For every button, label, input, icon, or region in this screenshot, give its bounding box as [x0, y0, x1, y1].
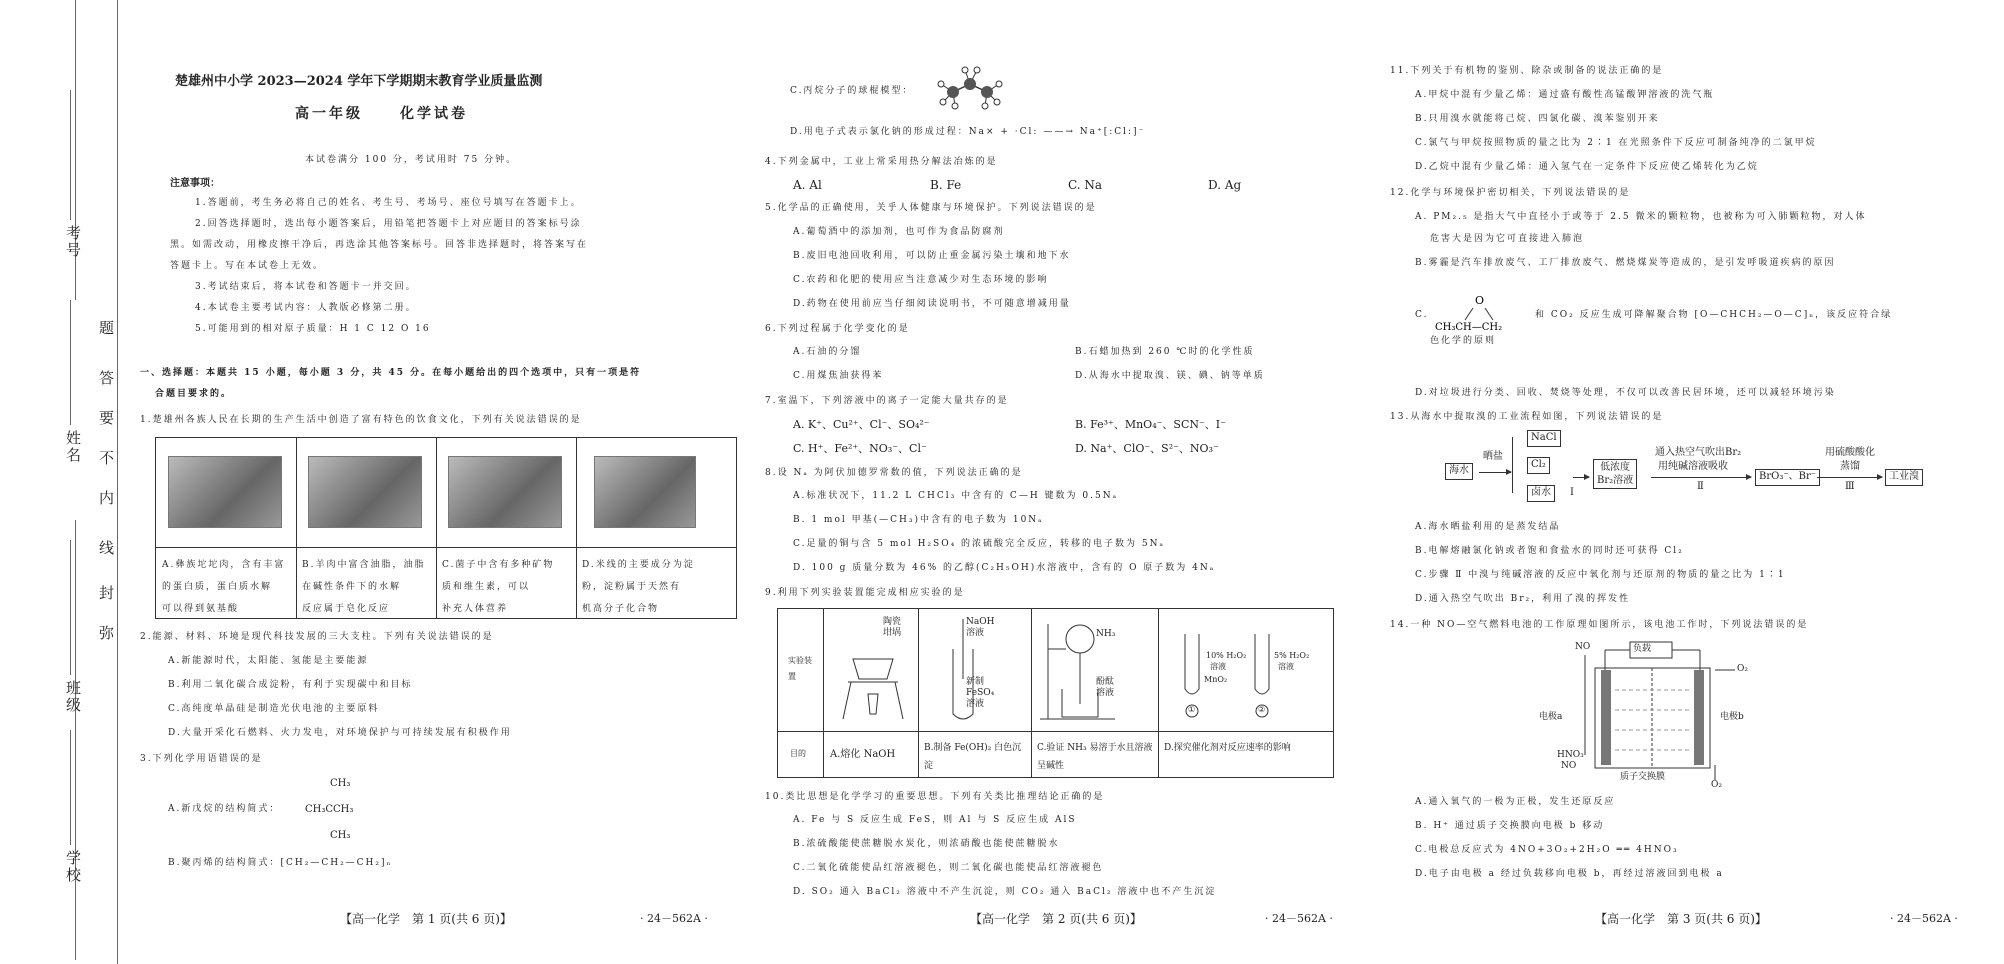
school-label: 学校 — [64, 850, 82, 884]
flow-salt-label: 晒盐 — [1483, 451, 1503, 462]
note-line: 5.可能用到的相对原子质量：H 1 C 12 O 16 — [195, 324, 431, 334]
q8-option-b: B. 1 mol 甲基(—CH₃)中含有的电子数为 10Nₐ — [793, 515, 1044, 525]
flow-brine: 卤水 — [1527, 485, 1555, 502]
cell-electrode-b-label: 电极b — [1720, 712, 1744, 722]
page-2-code: · 24－562A · — [1265, 912, 1333, 925]
q14-option-d: D.电子由电极 a 经过负载移向电极 b，再经过溶液回到电极 a — [1415, 869, 1724, 879]
q9-b-label: 溶液 — [966, 628, 985, 638]
flow-seawater: 海水 — [1445, 463, 1473, 480]
q1-option-a: A.彝族坨坨肉，含有丰富 的蛋白质，蛋白质水解 可以得到氨基酸 — [162, 560, 286, 614]
section-1-heading: 一、选择题：本题共 15 小题，每小题 3 分，共 45 分。在每小题给出的四个选项中，只有一项是符 — [140, 368, 642, 378]
q9-b-label: 溶液 — [966, 699, 985, 709]
flow-step-3a: 用硫酸酸化 — [1825, 447, 1875, 458]
title-grade: 高一年级 — [295, 106, 363, 122]
seal-char: 不 — [97, 450, 115, 467]
page-3-code: · 24－562A · — [1890, 912, 1958, 925]
q3-a-struct-bottom: CH₃ — [330, 830, 351, 841]
q1-option-b: B.羊肉中富含油脂，油脂 在碱性条件下的水解 反应属于皂化反应 — [302, 560, 426, 614]
q9-a-label: 坩埚 — [883, 628, 902, 638]
seal-char: 要 — [97, 410, 115, 427]
q12-option-c: C. — [1415, 310, 1429, 320]
q12-option-c-cont: 色化学的原则 — [1430, 336, 1497, 346]
q13-option-d: D.通入热空气吹出 Br₂，利用了溴的挥发性 — [1415, 594, 1631, 604]
flow-step-2a: 通入热空气吹出Br₂ — [1655, 447, 1742, 458]
q9-d-label: MnO₂ — [1204, 675, 1228, 684]
q9-c-label: 酚酞 — [1096, 677, 1115, 687]
flow-cl2: Cl₂ — [1527, 457, 1550, 474]
q4-option-c: C. Na — [1068, 178, 1103, 192]
q14-option-c: C.电极总反应式为 4NO+3O₂+2H₂O ══ 4HNO₃ — [1415, 845, 1679, 855]
binding-line — [117, 0, 118, 964]
question-7: 7.室温下，下列溶液中的离子一定能大量共存的是 — [765, 396, 1009, 406]
cell-no-bottom-label: NO — [1561, 761, 1577, 771]
food-photo-3 — [448, 456, 562, 528]
q2-option-b: B.利用二氧化碳合成淀粉，有利于实现碳中和目标 — [168, 680, 413, 690]
notes-title: 注意事项： — [170, 178, 220, 189]
q11-option-a: A.甲烷中混有少量乙烯：通过盛有酸性高锰酸钾溶液的洗气瓶 — [1415, 90, 1715, 100]
q7-option-d: D. Na⁺、ClO⁻、S²⁻、NO₃⁻ — [1075, 442, 1219, 455]
q10-option-d: D. SO₂ 通入 BaCl₂ 溶液中不产生沉淀，则 CO₂ 通入 BaCl₂ 溶液中也不产生沉淀 — [793, 887, 1217, 897]
note-line: 答题卡上。写在本试卷上无效。 — [170, 261, 325, 271]
title-subject: 化学试卷 — [400, 106, 468, 122]
section-1-heading-cont: 合题目要求的。 — [155, 389, 233, 399]
question-10: 10.类比思想是化学学习的重要思想。下列有关类比推理结论正确的是 — [765, 792, 1105, 802]
q9-option-c: C.验证 NH₃ 易溶于水且溶液呈碱性 — [1037, 743, 1153, 771]
q4-option-a: A. Al — [793, 178, 822, 192]
page-3-footer: 【高一化学 第 3 页(共 6 页)】 — [1595, 912, 1767, 926]
page-1-footer: 【高一化学 第 1 页(共 6 页)】 — [340, 912, 512, 926]
page-3 — [1385, 0, 1985, 964]
q9-d-label: 5% H₂O₂ — [1274, 651, 1310, 660]
food-photo-1 — [168, 456, 282, 528]
q8-option-a: A.标准状况下，11.2 L CHCl₃ 中含有的 C—H 键数为 0.5Nₐ — [793, 491, 1119, 501]
fuel-cell-diagram — [1539, 640, 1765, 790]
q4-option-b: B. Fe — [930, 178, 962, 192]
question-2: 2.能源、材料、环境是现代科技发展的三大支柱。下列有关说法错误的是 — [140, 632, 494, 642]
note-line: 1.答题前，考生务必将自己的姓名、考生号、考场号、座位号填写在答题卡上。 — [195, 198, 582, 208]
q10-option-c: C.二氧化硫能使品红溶液褪色，则二氧化碳也能使品红溶液褪色 — [793, 863, 1104, 873]
flow-arrow — [1817, 477, 1882, 478]
q3-option-a: A.新戊烷的结构简式： — [168, 804, 281, 814]
q9-table — [777, 608, 1334, 778]
q9-d-label: ① — [1188, 705, 1196, 714]
page-1-code: · 24－562A · — [640, 912, 708, 925]
flow-roman-2: Ⅱ — [1697, 481, 1704, 492]
q6-option-d: D.从海水中提取溴、镁、碘、钠等单质 — [1075, 371, 1265, 381]
q9-d-label: 10% H₂O₂ — [1206, 651, 1247, 660]
flow-arrow — [1573, 477, 1589, 478]
q9-row-header: 实验装置 — [788, 656, 812, 681]
svg-text:O: O — [1475, 294, 1485, 307]
q9-a-label: 陶瓷 — [883, 617, 902, 627]
flow-low-br2: 低浓度 Br₂溶液 — [1593, 459, 1637, 489]
q13-option-a: A.海水晒盐利用的是蒸发结晶 — [1415, 522, 1561, 532]
q2-option-a: A.新能源时代，太阳能、氢能是主要能源 — [168, 656, 369, 666]
q9-c-label: 溶液 — [1096, 688, 1115, 698]
seal-char: 题 — [97, 320, 115, 337]
cell-o2-bottom-label: O₂ — [1711, 780, 1722, 790]
q12-option-a: A. PM₂.₅ 是指大气中直径小于或等于 2.5 微米的颗粒物，也被称为可入肺颗粒物，对人体 — [1415, 212, 1867, 222]
note-line: 3.考试结束后，将本试卷和答题卡一并交回。 — [195, 282, 417, 292]
q8-option-c: C.足量的铜与含 5 mol H₂SO₄ 的浓硫酸完全反应，转移的电子数为 5Nₐ — [793, 539, 1165, 549]
svg-text:CH₃CH—CH₂: CH₃CH—CH₂ — [1435, 322, 1503, 333]
q13-option-c: C.步骤 Ⅱ 中溴与纯碱溶液的反应中氧化剂与还原剂的物质的量之比为 1∶1 — [1415, 570, 1786, 580]
score-line: 本试卷满分 100 分，考试用时 75 分钟。 — [305, 155, 518, 165]
flow-arrow — [1479, 472, 1511, 473]
seal-char: 封 — [97, 585, 115, 602]
food-photo-2 — [308, 456, 422, 528]
q3-option-d: D.用电子式表示氯化钠的形成过程：Na× + ·Cl: ——→ Na⁺[:Cl:]⁻ — [790, 127, 1146, 137]
q1-option-d: D.米线的主要成分为淀 粉，淀粉属于天然有 机高分子化合物 — [582, 560, 695, 614]
q8-option-d: D. 100 g 质量分数为 46% 的乙醇(C₂H₅OH)水溶液中，含有的 O 原子数为 4Nₐ — [793, 563, 1216, 573]
seal-char: 线 — [97, 540, 115, 557]
q6-option-a: A.石油的分馏 — [793, 347, 862, 357]
question-8: 8.设 Nₐ 为阿伏加德罗常数的值，下列说法正确的是 — [765, 468, 1023, 478]
q5-option-c: C.农药和化肥的使用应当注意减少对生态环境的影响 — [793, 275, 1049, 285]
q9-d-label: 溶液 — [1278, 662, 1294, 671]
q9-option-d: D.探究催化剂对反应速率的影响 — [1164, 743, 1291, 753]
q7-option-a: A. K⁺、Cu²⁺、Cl⁻、SO₄²⁻ — [793, 418, 930, 431]
propylene-oxide-structure — [1435, 290, 1530, 335]
q14-option-a: A.通入氧气的一极为正极，发生还原反应 — [1415, 797, 1616, 807]
q2-option-c: C.高纯度单晶硅是制造光伏电池的主要原料 — [168, 704, 380, 714]
q9-option-b: B.制备 Fe(OH)₂ 白色沉淀 — [924, 743, 1022, 771]
flow-roman-3: Ⅲ — [1845, 481, 1855, 492]
exam-no-underline — [70, 90, 71, 220]
class-label: 班级 — [64, 680, 82, 714]
name-label: 姓名 — [64, 430, 82, 464]
question-12: 12.化学与环境保护密切相关，下列说法错误的是 — [1390, 188, 1631, 198]
q1-option-c: C.菌子中含有多种矿物 质和维生素，可以 补充人体营养 — [442, 560, 555, 614]
propane-ball-stick-model — [935, 62, 1005, 116]
flow-nacl: NaCl — [1527, 430, 1561, 447]
question-13: 13.从海水中提取溴的工业流程如图，下列说法错误的是 — [1390, 412, 1664, 422]
q12-option-c-text: 和 CO₂ 反应生成可降解聚合物 [O—CHCH₂—O—C]ₙ，该反应符合绿 — [1535, 310, 1893, 320]
cell-hno3-label: HNO₃ — [1557, 750, 1584, 760]
q1-table — [155, 437, 737, 619]
cell-load-label: 负载 — [1633, 644, 1652, 654]
question-4: 4.下列金属中，工业上常采用热分解法冶炼的是 — [765, 157, 998, 167]
q4-option-d: D. Ag — [1208, 178, 1242, 192]
class-underline — [70, 540, 71, 675]
q9-d-label: 溶液 — [1210, 662, 1226, 671]
q11-option-c: C.氯气与甲烷按照物质的量之比为 2∶1 在光照条件下反应可制备纯净的二氯甲烷 — [1415, 138, 1817, 148]
cell-electrode-a-label: 电极a — [1539, 712, 1563, 722]
q10-option-b: B.浓硫酸能使蔗糖脱水炭化，则浓硝酸也能使蔗糖脱水 — [793, 839, 1060, 849]
name-underline — [70, 300, 71, 425]
exam-no-label: 考号 — [64, 225, 82, 259]
q14-option-b: B. H⁺ 通过质子交换膜向电极 b 移动 — [1415, 821, 1605, 831]
note-line: 黑。如需改动，用橡皮擦干净后，再选涂其他答案标号。回答非选择题时，将答案写在 — [170, 240, 589, 250]
question-5: 5.化学品的正确使用，关乎人体健康与环境保护。下列说法错误的是 — [765, 203, 1097, 213]
exam-header: 楚雄州中小学 2023—2024 学年下学期期末教育学业质量监测 — [175, 74, 543, 89]
seal-char: 答 — [97, 370, 115, 387]
question-3: 3.下列化学用语错误的是 — [140, 754, 263, 764]
q5-option-d: D.药物在使用前应当仔细阅读说明书，不可随意增减用量 — [793, 299, 1071, 309]
question-6: 6.下列过程属于化学变化的是 — [765, 324, 910, 334]
school-underline — [70, 730, 71, 845]
q2-option-d: D.大量开采化石燃料、火力发电，对环境保护与可持续发展有积极作用 — [168, 728, 512, 738]
flow-product: 工业溴 — [1885, 469, 1923, 486]
q3-option-c: C.丙烷分子的球棍模型： — [790, 86, 914, 96]
q5-option-a: A.葡萄酒中的添加剂，也可作为食品防腐剂 — [793, 227, 1005, 237]
q9-d-label: ② — [1258, 705, 1266, 714]
q11-option-d: D.乙烷中混有少量乙烯：通入氢气在一定条件下反应使乙烯转化为乙烷 — [1415, 162, 1759, 172]
question-11: 11.下列关于有机物的鉴别、除杂或制备的说法正确的是 — [1390, 66, 1664, 76]
q6-option-b: B.石蜡加热到 260 ℃时的化学性质 — [1075, 347, 1255, 357]
page-2-footer: 【高一化学 第 2 页(共 6 页)】 — [970, 912, 1142, 926]
flow-step-3b: 蒸馏 — [1840, 461, 1860, 472]
q12-option-b: B.雾霾是汽车排放废气、工厂排放废气、燃烧煤炭等造成的，是引发呼吸道疾病的原因 — [1415, 258, 1836, 268]
note-line: 4.本试卷主要考试内容：人教版必修第二册。 — [195, 303, 417, 313]
cell-no-top-label: NO — [1575, 642, 1591, 652]
q9-b-label: 新制 — [966, 677, 985, 687]
q12-option-d: D.对垃圾进行分类、回收、焚烧等处理，不仅可以改善民居环境，还可以减轻环境污染 — [1415, 388, 1836, 398]
question-1: 1.楚雄州各族人民在长期的生产生活中创造了富有特色的饮食文化，下列有关说法错误的是 — [140, 415, 582, 425]
flow-step-2b: 用纯碱溶液吸收 — [1658, 461, 1728, 472]
q9-b-label: FeSO₄ — [966, 688, 995, 698]
page-1 — [130, 0, 730, 964]
q9-c-label: NH₃ — [1096, 629, 1116, 639]
food-photo-4 — [594, 456, 696, 528]
q11-option-b: B.只用溴水就能将己烷、四氯化碳、溴苯鉴别开来 — [1415, 114, 1660, 124]
q6-option-c: C.用煤焦油获得苯 — [793, 371, 884, 381]
seal-char: 内 — [97, 490, 115, 507]
q12-option-a-cont: 危害大是因为它可直接进入肺泡 — [1430, 234, 1585, 244]
cell-o2-right-label: O₂ — [1737, 664, 1748, 674]
cell-membrane-label: 质子交换膜 — [1620, 772, 1666, 782]
q13-option-b: B.电解熔融氯化钠或者饱和食盐水的同时还可获得 Cl₂ — [1415, 546, 1684, 556]
q3-option-b: B.聚丙烯的结构简式：[CH₂—CH₂—CH₂]ₙ — [168, 858, 393, 868]
flow-bro3: BrO₃⁻、Br⁻ — [1755, 469, 1820, 486]
seal-char: 弥 — [97, 625, 115, 642]
q10-option-a: A. Fe 与 S 反应生成 FeS，则 Al 与 S 反应生成 AlS — [793, 815, 1077, 825]
q7-option-b: B. Fe³⁺、MnO₄⁻、SCN⁻、I⁻ — [1075, 418, 1226, 431]
q13-flowchart — [1445, 425, 1945, 515]
q7-option-c: C. H⁺、Fe²⁺、NO₃⁻、Cl⁻ — [793, 442, 927, 455]
page-2 — [760, 0, 1340, 964]
q3-a-struct-top: CH₃ — [330, 778, 351, 789]
flow-arrow — [1651, 477, 1751, 478]
q9-purpose-header: 目的 — [790, 749, 806, 758]
flow-roman-1: Ⅰ — [1570, 487, 1574, 498]
note-line: 2.回答选择题时，选出每小题答案后，用铅笔把答题卡上对应题目的答案标号涂 — [195, 219, 582, 229]
q9-b-label: NaOH — [966, 617, 995, 627]
binding-dotted-line — [75, 520, 76, 960]
question-9: 9.利用下列实验装置能完成相应实验的是 — [765, 588, 965, 598]
question-14: 14.一种 NO—空气燃料电池的工作原理如图所示，该电池工作时，下列说法错误的是 — [1390, 620, 1809, 630]
q3-a-struct-mid: CH₃CCH₃ — [305, 804, 354, 815]
binding-strip — [0, 0, 118, 964]
q9-option-a: A.熔化 NaOH — [830, 749, 896, 760]
q5-option-b: B.废旧电池回收利用，可以防止重金属污染土壤和地下水 — [793, 251, 1071, 261]
